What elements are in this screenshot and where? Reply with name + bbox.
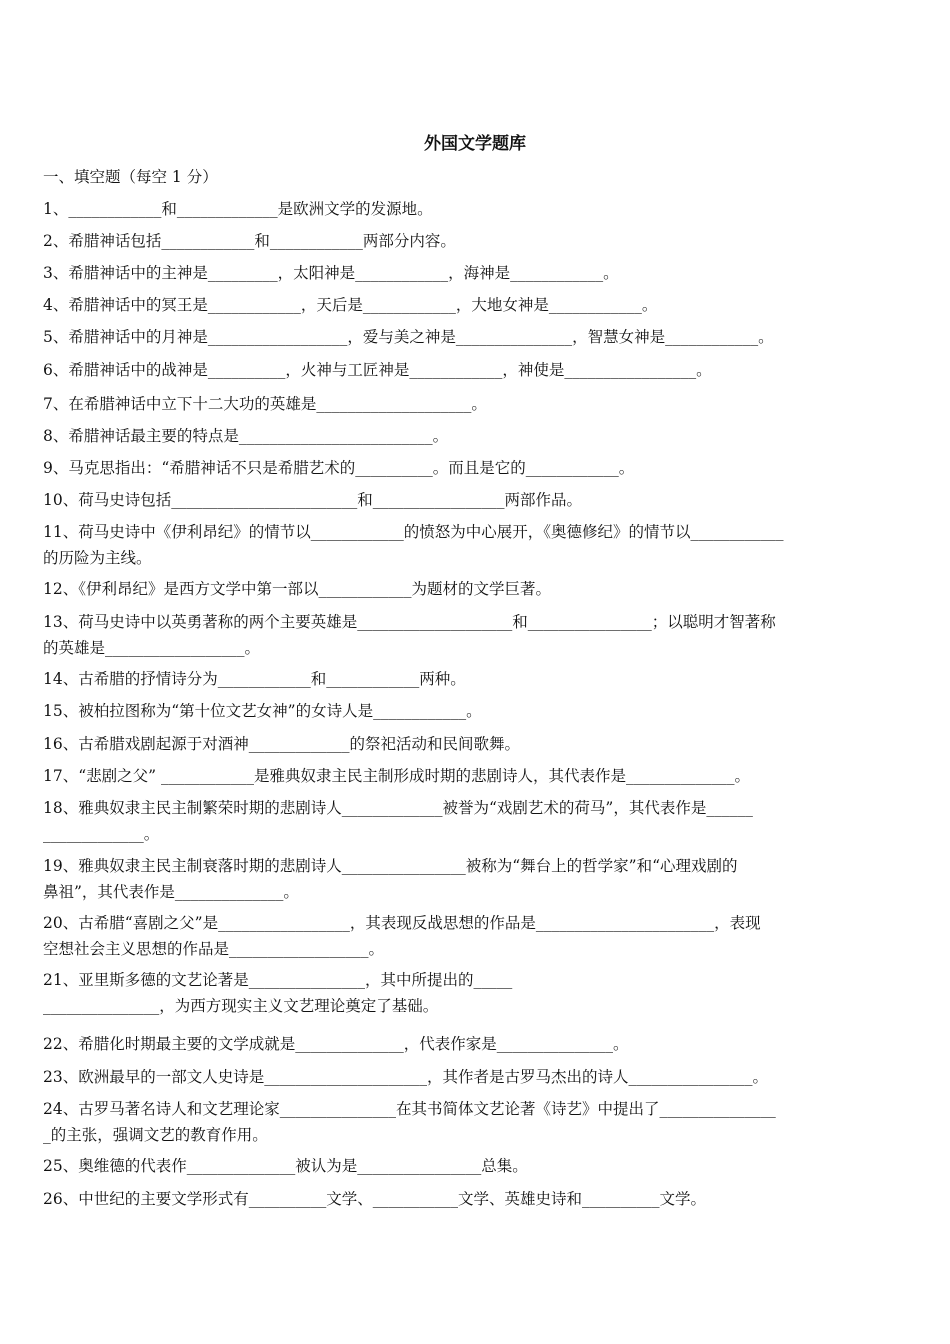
- question-21: 21、亚里斯多德的文艺论著是_______________，其中所提出的_____ _______________，为西方现实主义文艺理论奠定了基础。: [43, 971, 513, 1015]
- question-25: 25、奥维德的代表作______________被认为是________________总集。: [43, 1157, 528, 1175]
- question-7: 7、在希腊神话中立下十二大功的英雄是____________________。: [43, 395, 487, 413]
- question-10: 10、荷马史诗包括________________________和_________________两部作品。: [43, 491, 582, 509]
- question-23: 23、欧洲最早的一部文人史诗是_____________________，其作者是古罗马杰出的诗人________________。: [43, 1068, 768, 1086]
- document-title: 外国文学题库: [424, 134, 526, 154]
- question-6: 6、希腊神话中的战神是__________，火神与工匠神是____________，神使是_________________。: [43, 361, 712, 379]
- question-20: 20、古希腊“喜剧之父”是_________________，其表现反战思想的作品是_______________________，表现 空想社会主义思想的作品是__________________。: [43, 914, 761, 958]
- question-8: 8、希腊神话最主要的特点是_________________________。: [43, 427, 449, 445]
- question-2: 2、希腊神话包括____________和____________两部分内容。: [43, 232, 456, 250]
- question-5: 5、希腊神话中的月神是__________________，爱与美之神是_______________，智慧女神是____________。: [43, 328, 774, 346]
- question-4: 4、希腊神话中的冥王是____________，天后是____________，大地女神是____________。: [43, 296, 658, 314]
- question-15: 15、被柏拉图称为“第十位文艺女神”的女诗人是____________。: [43, 702, 482, 720]
- question-19: 19、雅典奴隶主民主制衰落时期的悲剧诗人________________被称为“舞台上的哲学家”和“心理戏剧的 鼻祖”，其代表作是______________。: [43, 857, 738, 901]
- question-11: 11、荷马史诗中《伊利昂纪》的情节以____________的愤怒为中心展开，《奥德修纪》的情节以____________ 的历险为主线。: [43, 523, 784, 567]
- question-13: 13、荷马史诗中以英勇著称的两个主要英雄是____________________和________________；以聪明才智著称 的英雄是__________________。: [43, 613, 776, 657]
- question-22: 22、希腊化时期最主要的文学成就是______________，代表作家是_______________。: [43, 1035, 629, 1053]
- question-9: 9、马克思指出：“希腊神话不只是希腊艺术的__________。而且是它的____________。: [43, 459, 635, 477]
- section-heading: 一、填空题（每空 1 分）: [43, 168, 218, 186]
- question-26: 26、中世纪的主要文学形式有__________文学、___________文学、英雄史诗和__________文学。: [43, 1190, 706, 1208]
- question-18: 18、雅典奴隶主民主制繁荣时期的悲剧诗人_____________被誉为“戏剧艺术的荷马”，其代表作是______ _____________。: [43, 799, 753, 843]
- question-16: 16、古希腊戏剧起源于对酒神_____________的祭祀活动和民间歌舞。: [43, 735, 520, 753]
- question-17: 17、“悲剧之父” ____________是雅典奴隶主民主制形成时期的悲剧诗人，其代表作是______________。: [43, 767, 751, 785]
- question-14: 14、古希腊的抒情诗分为____________和____________两种。: [43, 670, 466, 688]
- question-24: 24、古罗马著名诗人和文艺理论家_______________在其书简体文艺论著《诗艺》中提出了_______________ _的主张，强调文艺的教育作用。: [43, 1100, 776, 1144]
- question-1: 1、____________和_____________是欧洲文学的发源地。: [43, 200, 433, 218]
- question-3: 3、希腊神话中的主神是_________，太阳神是____________，海神是____________。: [43, 264, 619, 282]
- question-12: 12、《伊利昂纪》是西方文学中第一部以____________为题材的文学巨著。: [43, 580, 551, 598]
